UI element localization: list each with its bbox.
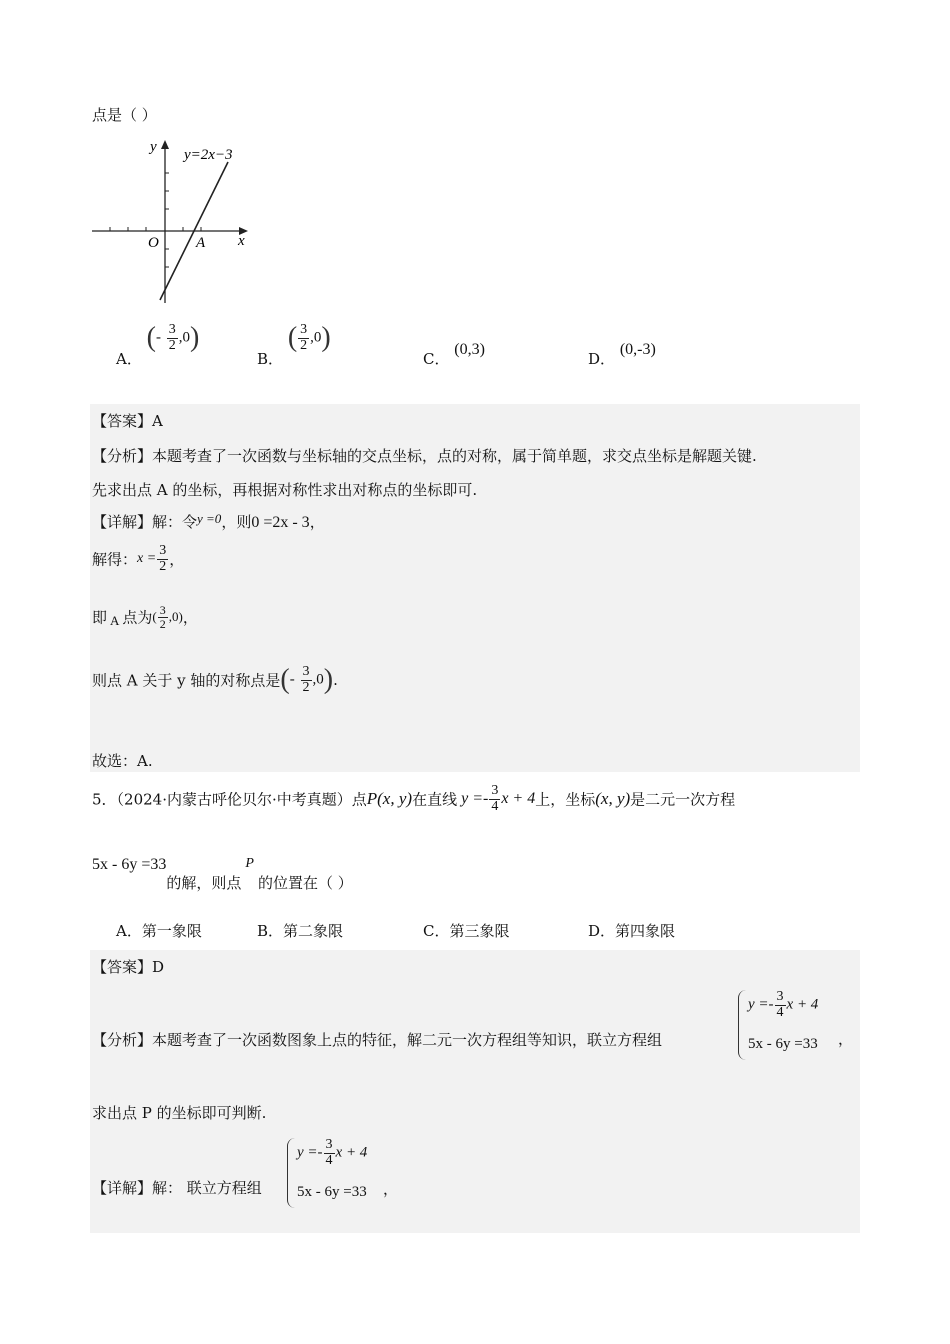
q4-option-d[interactable]: D． (0,-3): [588, 341, 656, 368]
q4-option-c[interactable]: C． (0,3): [423, 341, 485, 368]
q4-analysis-line1: 【分析】本题考查了一次函数与坐标轴的交点坐标，点的对称，属于简单题，求交点坐标是解题关键.: [92, 447, 757, 465]
q5-option-c[interactable]: C．第三象限: [423, 922, 510, 940]
q5-option-a[interactable]: A．第一象限: [116, 922, 202, 940]
q4-solve: 解得：x = $\frac{3}{2}$ ，: [92, 543, 185, 574]
q4-option-a[interactable]: A． (- $\frac{3}{2}$ ,0): [116, 321, 200, 368]
fraction: $\frac{3}{4}$: [491, 783, 499, 814]
q4-answer: 【答案】A: [92, 412, 163, 430]
fraction: $\frac{3}{2}$: [302, 663, 310, 695]
fraction: $\frac{3}{2}$: [168, 321, 176, 353]
fraction: $\frac{3}{4}$: [325, 1137, 333, 1168]
fraction: $\frac{3}{2}$: [159, 603, 166, 631]
q4-detail: 【详解】解：令y =0，则0 =2x - 3，: [92, 511, 325, 531]
brace-icon: [738, 990, 747, 1060]
fraction: $\frac{3}{2}$: [300, 321, 308, 353]
q5-option-b[interactable]: B．第二象限: [257, 922, 344, 940]
q5-detail-system: y =- $\frac{3}{4}$ x + 4 5x - 6y =33 ，: [287, 1138, 397, 1208]
function-graph: [88, 135, 258, 310]
q5-answer: 【答案】D: [92, 958, 165, 976]
q4-analysis-line2: 先求出点 A 的坐标，再根据对称性求出对称点的坐标即可.: [92, 481, 478, 499]
fraction: $\frac{3}{4}$: [776, 989, 784, 1020]
q5-analysis-system: y =- $\frac{3}{4}$ x + 4 5x - 6y =33 ，: [738, 990, 848, 1060]
q5-analysis: 【分析】本题考查了一次函数图象上点的特征，解二元一次方程组等知识，联立方程组: [92, 1031, 663, 1049]
q4-option-b[interactable]: B． ( $\frac{3}{2}$ ,0): [257, 321, 331, 368]
q5-option-d[interactable]: D．第四象限: [588, 922, 676, 940]
q5-analysis-line2: 求出点 P 的坐标即可判断.: [92, 1104, 267, 1122]
graph-y-label: y: [150, 139, 157, 155]
graph-x-label: x: [238, 233, 245, 249]
q4-point-a: 即 A 点为( $\frac{3}{2}$ ,0)，: [92, 603, 198, 631]
q5-detail: 【详解】解： 联立方程组: [92, 1179, 262, 1197]
q4-choice: 故选：A.: [92, 752, 153, 770]
q4-symmetric-point: 则点 A 关于 y 轴的对称点是(- $\frac{3}{2}$ ,0).: [92, 663, 338, 695]
brace-icon: [287, 1138, 296, 1208]
fraction: $\frac{3}{2}$: [159, 543, 167, 574]
graph-point-label: A: [196, 235, 206, 251]
question-intro: 点是（ ）: [92, 106, 157, 124]
graph-origin-label: O: [148, 235, 159, 251]
q5-stem-line1: 5．（2024·内蒙古呼伦贝尔·中考真题）点P(x, y)在直线 y =- $\frac{3}{4}$ x + 4上，坐标(x, y)是二元一次方程: [92, 783, 736, 814]
graph-line-label: y=2x−3: [184, 147, 233, 163]
q5-stem-line2: 5x - 6y =33的解，则点P的位置在（ ）: [92, 856, 353, 892]
